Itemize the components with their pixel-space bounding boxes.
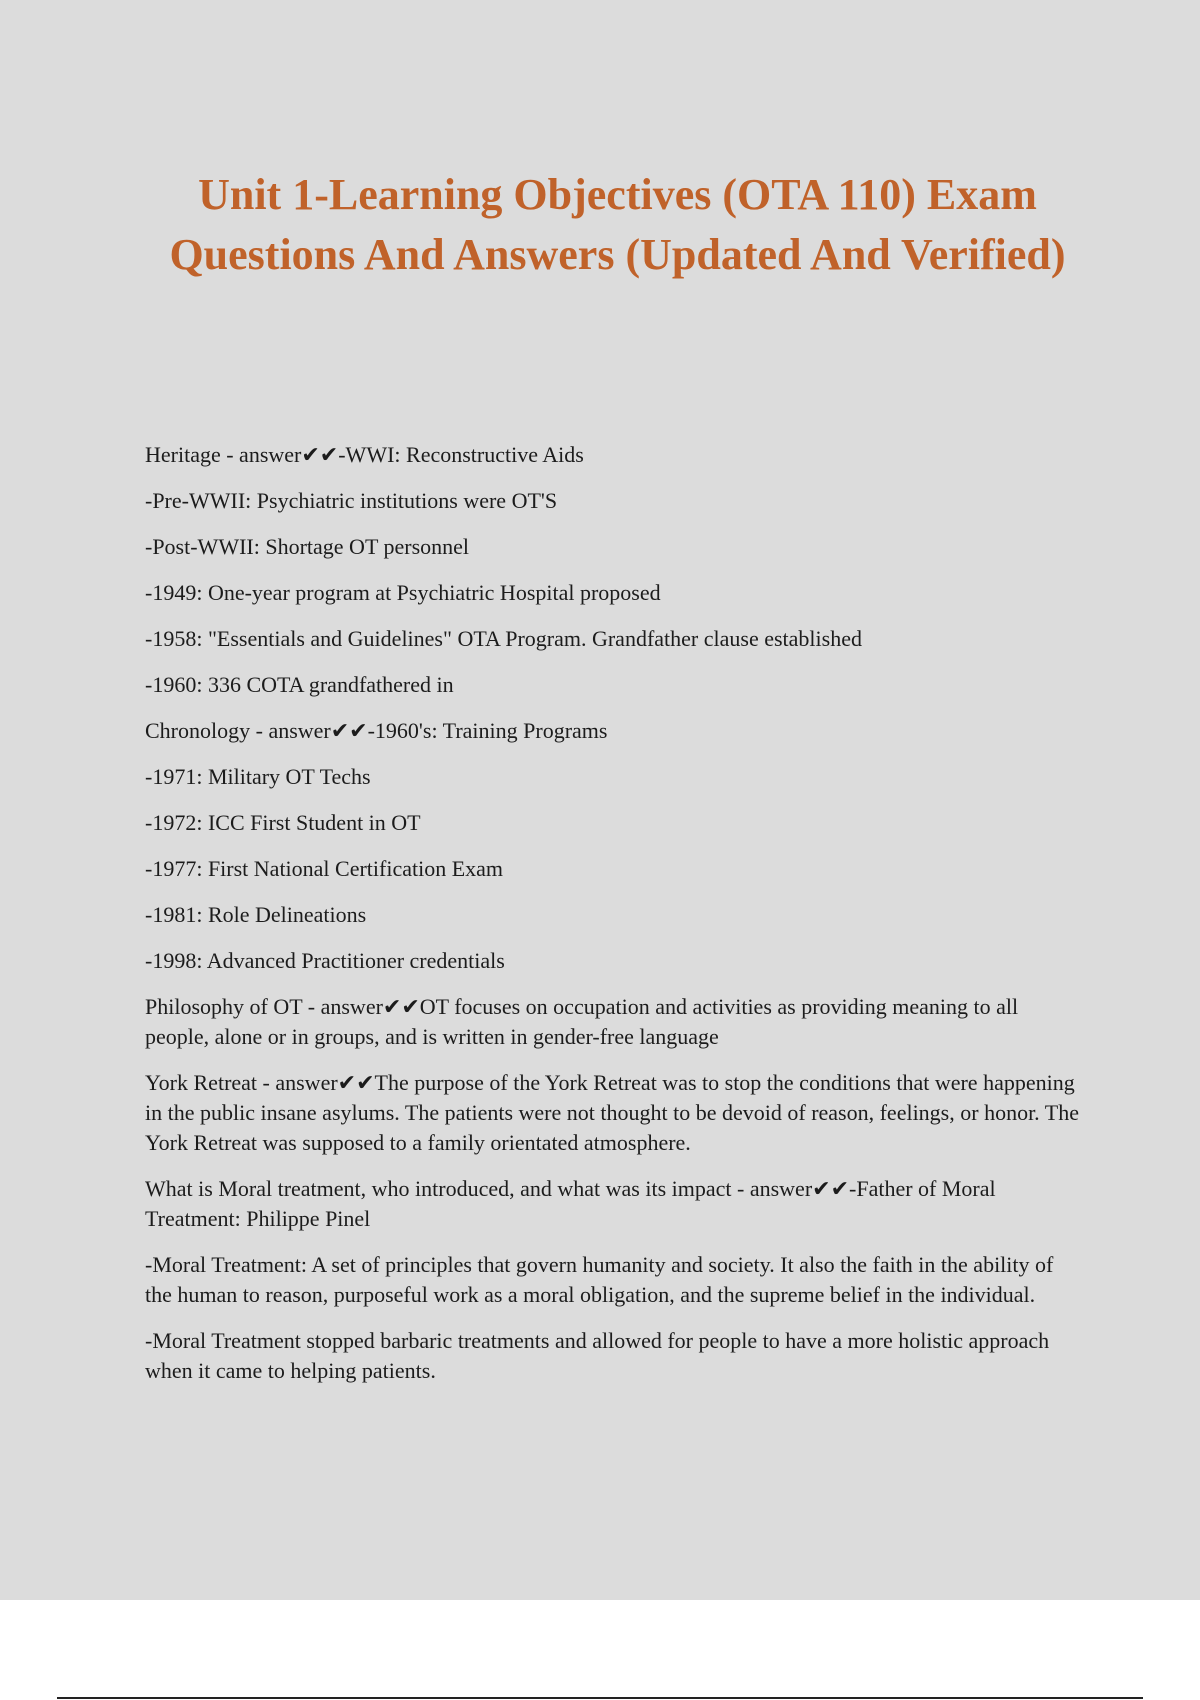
paragraph: Philosophy of OT - answer✔✔OT focuses on occupation and activities as providing meaning to all people, alone or in groups, and is written in gender-free language xyxy=(145,994,1019,1049)
paragraph: York Retreat - answer✔✔The purpose of the York Retreat was to stop the conditions that were happening in the public insane asylums. The patients were not thought to be devoid of reason, feelings, or honor. The York Retreat was supposed to a family orientated atmosphere. xyxy=(145,1070,1079,1155)
paragraph: -1981: Role Delineations xyxy=(145,902,367,927)
paragraph: What is Moral treatment, who introduced, and what was its impact - answer✔✔-Father of Moral Treatment: Philippe Pinel xyxy=(145,1176,996,1231)
paragraph: -Moral Treatment: A set of principles that govern humanity and society. It also the faith in the ability of the human to reason, purposeful work as a moral obligation, and the supreme belief in the individual. xyxy=(145,1252,1054,1307)
paragraph: -Moral Treatment stopped barbaric treatments and allowed for people to have a more holistic approach when it came to helping patients. xyxy=(145,1328,1050,1383)
paragraph: Chronology - answer✔✔-1960's: Training Programs xyxy=(145,718,608,743)
paragraph: -1998: Advanced Practitioner credentials xyxy=(145,948,505,973)
paragraph: -1960: 336 COTA grandfathered in xyxy=(145,672,454,697)
document-body xyxy=(145,440,1085,1386)
paragraph: -1977: First National Certification Exam xyxy=(145,856,504,881)
paragraph: -Post-WWII: Shortage OT personnel xyxy=(145,534,470,559)
document-title: Unit 1-Learning Objectives (OTA 110) Exam Questions And Answers (Updated And Verified) xyxy=(169,170,1066,279)
paragraph: -1971: Military OT Techs xyxy=(145,764,371,789)
paragraph: -Pre-WWII: Psychiatric institutions were OT'S xyxy=(145,488,558,513)
paragraph: -1958: "Essentials and Guidelines" OTA Program. Grandfather clause established xyxy=(145,626,862,651)
footer-divider xyxy=(57,1697,1143,1699)
paragraph: Heritage - answer✔✔-WWI: Reconstructive Aids xyxy=(145,442,584,467)
paragraph: -1972: ICC First Student in OT xyxy=(145,810,421,835)
paragraph: -1949: One-year program at Psychiatric Hospital proposed xyxy=(145,580,661,605)
